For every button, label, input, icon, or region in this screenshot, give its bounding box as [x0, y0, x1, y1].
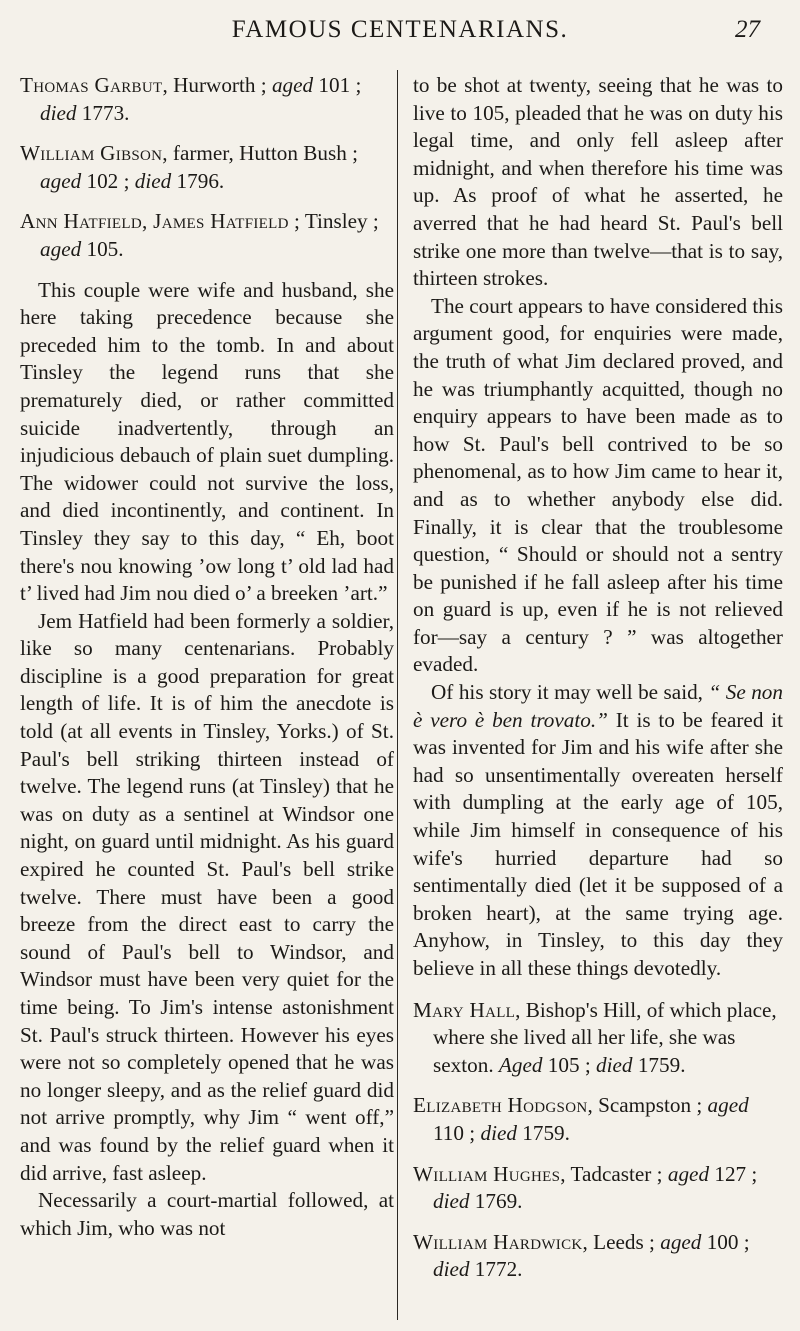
entry-age: 105 ;	[547, 1052, 597, 1077]
entry-place: , Leeds ;	[582, 1229, 661, 1254]
entry-william-hughes	[413, 1161, 783, 1216]
entry-year: 1796.	[176, 168, 225, 193]
italian-quote: “ Se non è vero è ben trovato.”	[413, 680, 783, 732]
entry-place: , farmer, Hutton Bush ;	[162, 141, 358, 166]
died-label: died	[134, 168, 172, 193]
entry-place: , Hurworth ;	[162, 73, 272, 97]
entry-year: 1759.	[637, 1052, 686, 1077]
aged-label: aged	[40, 168, 82, 193]
page-header	[0, 16, 800, 56]
entry-year: 1773.	[81, 100, 130, 125]
entry-mary-hall	[413, 997, 783, 1080]
entry-name: Mary Hall	[413, 997, 516, 1022]
aged-label: Aged	[498, 1052, 543, 1077]
entry-year: 1772.	[474, 1257, 523, 1282]
aged-label: aged	[660, 1229, 702, 1254]
entry-age: 127 ;	[714, 1161, 758, 1186]
paragraph-hatfield-legend: This couple were wife and husband, she here taking precedence because she preceded him to the tomb. In and about Tinsley the legend runs that she prematurely died, or rather committed suicide inadvertently, through an injudicious debauch of plain suet dumpling. The widower could not survive the loss, and died incontinently, and continent. In Tinsley they say to this day, “ Eh, boot there's nou knowing ’ow long t’ old lad had t’ lived had Jim nou died o’ a breeken ’art.”	[20, 277, 394, 606]
story-text-after: It is to be feared it was invented for Jim and his wife after she had so unsentimentally overeaten herself with dumpling at the early age of 105, while Jim himself in consequence of his wife's hurried departure had so sentimentally died (let it be supposed of a broken heart), at the same trying age. Anyhow, in Tinsley, to this day they believe in all these things devotedly.	[413, 707, 783, 980]
entry-year: 1759.	[522, 1120, 570, 1145]
paragraph-story	[413, 679, 783, 983]
entry-william-hardwick	[413, 1229, 783, 1284]
entry-age: 101 ;	[318, 73, 362, 97]
entry-name: William Hardwick	[413, 1229, 583, 1254]
left-column	[12, 72, 394, 1242]
entry-name: William Hughes	[413, 1161, 561, 1186]
aged-label: aged	[271, 73, 314, 97]
column-rule	[397, 70, 398, 1320]
entry-place: , Bishop's Hill, of which place, where she lived all her life, she was sexton.	[433, 997, 777, 1077]
page-number: 27	[735, 16, 760, 43]
died-label: died	[433, 1257, 470, 1282]
entry-place: , Scampston ;	[587, 1093, 708, 1118]
story-text-before: Of his story it may well be said,	[431, 680, 709, 705]
entry-name: Thomas Garbut	[20, 73, 163, 97]
entry-age: 105.	[86, 236, 124, 261]
entry-elizabeth-hodgson	[413, 1092, 783, 1147]
entry-name: William Gibson	[20, 141, 163, 166]
died-label: died	[40, 100, 77, 125]
right-column	[413, 72, 783, 1297]
died-label: died	[596, 1052, 633, 1077]
paragraph-court: The court appears to have considered this argument good, for enquiries were made, the truth of what Jim declared proved, and he was triumphantly acquitted, though no enquiry appears to have been made as to how St. Paul's bell contrived to be so phenomenal, as to how Jim came to hear it, and as to whether anybody else did. Finally, it is clear that the troublesome question, “ Should or should not a sentry be punished if he fall asleep after his time on guard is up, even if he is not relieved for—say a century ? ” was altogether evaded.	[413, 293, 783, 677]
aged-label: aged	[667, 1161, 710, 1186]
entry-year: 1769.	[474, 1189, 523, 1214]
entry-age: 102 ;	[86, 168, 135, 193]
entry-william-gibson	[20, 140, 394, 195]
entry-age: 110 ;	[433, 1120, 481, 1145]
paragraph-continued: to be shot at twenty, seeing that he was to live to 105, pleaded that he was on duty his legal time, and only fell asleep after midnight, and when therefore his time was up. As proof of what he asserted, he averred that he had heard St. Paul's bell strike one more than twelve—that is to say, thirteen strokes.	[413, 73, 783, 291]
died-label: died	[433, 1189, 470, 1214]
entry-name: Ann Hatfield, James Hatfield	[20, 209, 289, 234]
died-label: died	[480, 1120, 517, 1145]
paragraph-court-martial: Necessarily a court-martial followed, at which Jim, who was not	[20, 1188, 394, 1240]
entry-hatfield	[20, 208, 394, 263]
aged-label: aged	[707, 1093, 749, 1118]
aged-label: aged	[40, 236, 82, 261]
paragraph-jem-hatfield: Jem Hatfield had been formerly a soldier, like so many centenarians. Probably discipline is a good preparation for great length of life. It is of him the anecdote is told (at all events in Tinsley, Yorks.) of St. Paul's bell striking thirteen instead of twelve. The legend runs (at Tinsley) that he was on duty as a sentinel at Windsor one night, on guard until midnight. As his guard expired he counted St. Paul's bell strike twelve. There must have been a good breeze from the direct east to carry the sound of Paul's bell to Windsor, and Windsor must have been very quiet for the time being. To Jim's intense astonishment St. Paul's struck thirteen. However his eyes were not so completely opened that he was no longer sleepy, and as the relief guard did not arrive promptly, why Jim “ went off,” and was found by the relief guard when it did arrive, fast asleep.	[20, 608, 394, 1185]
entry-name: Elizabeth Hodgson	[413, 1093, 588, 1118]
entry-place: , Tadcaster ;	[560, 1161, 668, 1186]
running-head: FAMOUS CENTENARIANS.	[231, 16, 569, 43]
entry-thomas-garbut	[20, 72, 394, 127]
entry-age: 100 ;	[706, 1229, 750, 1254]
entry-place: ; Tinsley ;	[288, 209, 379, 234]
